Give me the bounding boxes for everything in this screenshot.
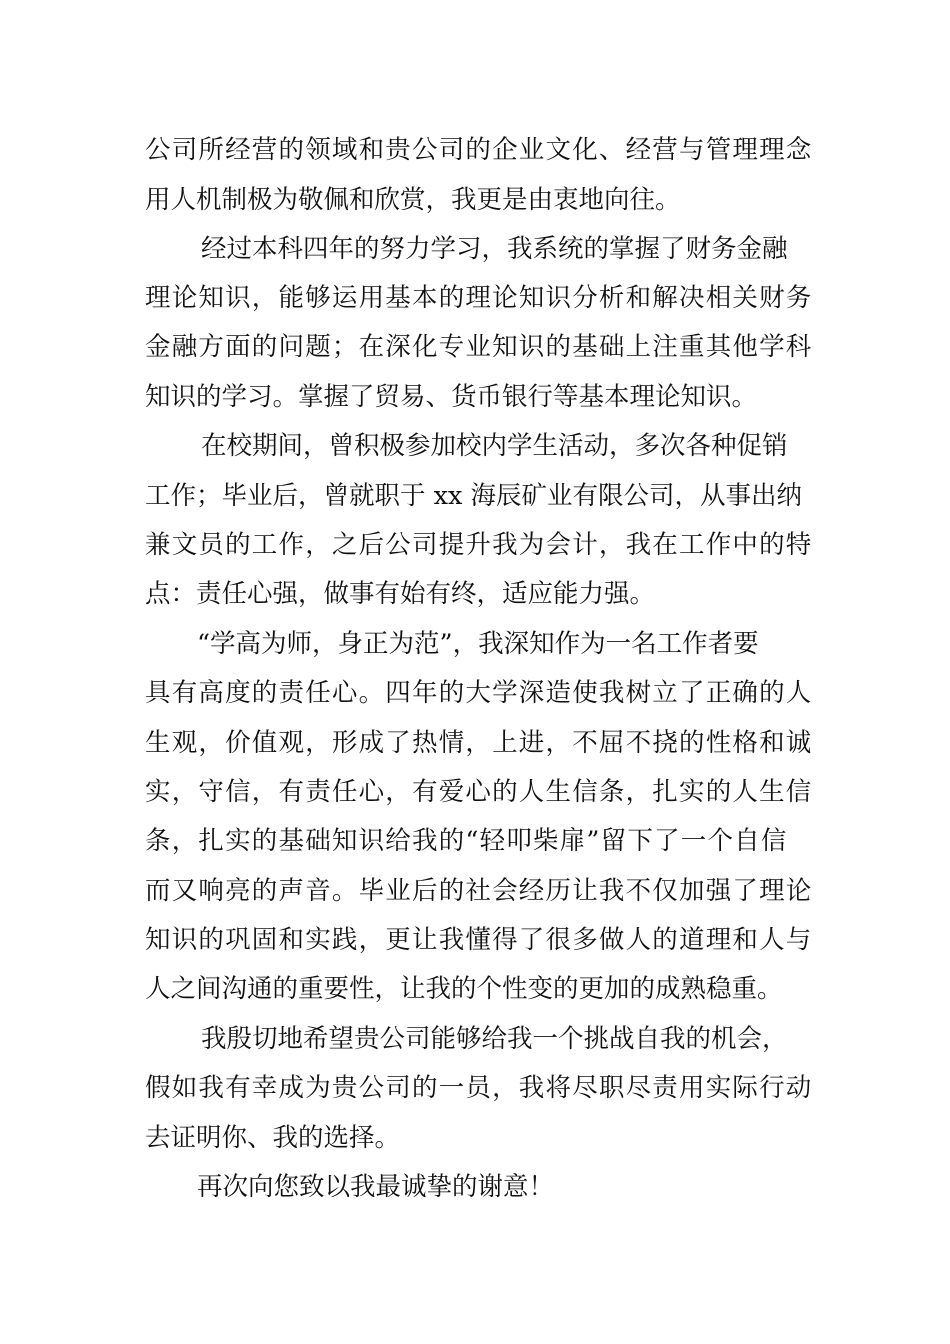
paragraph-start-line: “学高为师，身正为范”，我深知作为一名工作者要 <box>197 629 759 659</box>
text-line: 理论知识，能够运用基本的理论知识分析和解决相关财务 <box>145 283 813 313</box>
text-line: 去证明你、我的选择。 <box>145 1123 401 1153</box>
text-line: 点：责任心强，做事有始有终，适应能力强。 <box>145 579 656 609</box>
closing-line: 再次向您致以我最诚挚的谢意！ <box>197 1172 555 1202</box>
text-line: 实，守信，有责任心，有爱心的人生信条，扎实的人生信 <box>145 777 813 807</box>
text-line: 条，扎实的基础知识给我的“轻叩柴扉”留下了一个自信 <box>145 826 788 856</box>
text-line: 知识的巩固和实践，更让我懂得了很多做人的道理和人与 <box>145 925 813 955</box>
text-line: 金融方面的问题；在深化专业知识的基础上注重其他学科 <box>145 332 813 362</box>
text-line: 公司所经营的领域和贵公司的企业文化、经营与管理理念 <box>145 135 813 165</box>
paragraph-start-line: 我殷切地希望贵公司能够给我一个挑战自我的机会， <box>201 1024 788 1054</box>
text-line: 而又响亮的声音。毕业后的社会经历让我不仅加强了理论 <box>145 876 813 906</box>
text-line: 人之间沟通的重要性，让我的个性变的更加的成熟稳重。 <box>145 974 783 1004</box>
text-line: 兼文员的工作，之后公司提升我为会计，我在工作中的特 <box>145 530 813 560</box>
text-line: 生观，价值观，形成了热情，上进，不屈不挠的性格和诚 <box>145 728 813 758</box>
text-line: 知识的学习。掌握了贸易、货币银行等基本理论知识。 <box>145 382 758 412</box>
text-line: 假如我有幸成为贵公司的一员，我将尽职尽责用实际行动 <box>145 1073 813 1103</box>
text-line: 用人机制极为敬佩和欣赏，我更是由衷地向往。 <box>145 185 681 215</box>
text-line: 工作；毕业后，曾就职于 xx 海辰矿业有限公司，从事出纳 <box>145 481 802 511</box>
paragraph-start-line: 在校期间，曾积极参加校内学生活动，多次各种促销 <box>201 431 788 461</box>
text-line: 具有高度的责任心。四年的大学深造使我树立了正确的人 <box>145 678 813 708</box>
paragraph-start-line: 经过本科四年的努力学习，我系统的掌握了财务金融 <box>201 234 788 264</box>
